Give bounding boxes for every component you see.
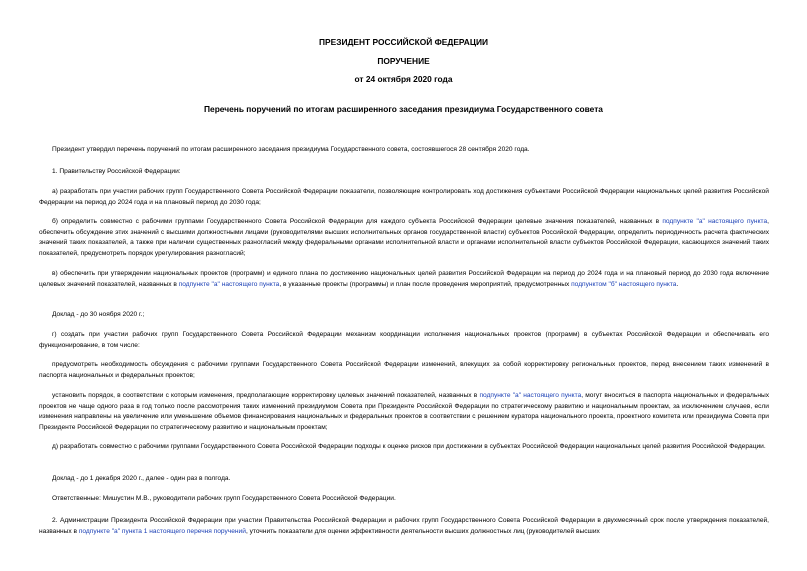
link-item-1-a[interactable]: подпункте "а" пункта 1 настоящего перечня поручений bbox=[78, 527, 246, 535]
link-subitem-a[interactable]: подпункте "а" настоящего пункта bbox=[662, 218, 768, 225]
responsible: Ответственные: Мишустин М.В., руководители рабочих групп Государственного Совета Российской Федерации. bbox=[52, 495, 396, 502]
item-1-g: г) создать при участии рабочих групп Государственного Совета Российской Федерации механизм координации исполнения национальных проектов (программ) в субъектах Российской Федерации и обеспечивать его функционирование, в том числе: bbox=[39, 331, 769, 349]
item-1: 1. Правительству Российской Федерации: bbox=[52, 168, 181, 175]
intro-paragraph: Президент утвердил перечень поручений по итогам расширенного заседания президиума Государственного совета, состоявшегося 28 сентября 2020 года. bbox=[52, 146, 530, 153]
issuer: ПРЕЗИДЕНТ РОССИЙСКОЙ ФЕДЕРАЦИИ bbox=[319, 37, 488, 47]
document-type: ПОРУЧЕНИЕ bbox=[377, 56, 430, 66]
deadline-1: Доклад - до 30 ноября 2020 г.; bbox=[52, 311, 145, 318]
document-title: Перечень поручений по итогам расширенного заседания президиума Государственного совета bbox=[204, 104, 603, 114]
item-1-a: а) разработать при участии рабочих групп Государственного Совета Российской Федерации показатели, позволяющие контролировать ход достижения субъектами Российской Федерации национальных целей развития Российской Федерации на период до 2024 года и на плановый период до 2030 года; bbox=[39, 188, 769, 206]
item-1-v: в) обеспечить при утверждении национальных проектов (программ) и единого плана по достижению национальных целей развития Российской Федерации на период до 2024 года и на плановый период до 2030 года включение целевых значений показателей, названных в подпункте "а" настоящего пункта, в указанные проекты (программы) и план после проведения мероприятий, предусмотренных подпунктом "б" настоящего пункта. bbox=[39, 270, 769, 288]
deadline-2: Доклад - до 1 декабря 2020 г., далее - один раз в полгода. bbox=[52, 475, 231, 482]
item-1-b: б) определить совместно с рабочими группами Государственного Совета Российской Федерации для каждого субъекта Российской Федерации целевые значения показателей, названных в подпункте "а" настоящего пункта, обеспечить обсуждение этих значений с высшими должностными лицами (руководителями высших исполнительных органов государственной власти) субъектов Российской Федерации, определить периодичность расчета фактических значений таких показателей, а также при наличии существенных разногласий между федеральными органами исполнительной власти и органами исполнительной власти субъектов Российской Федерации, касающихся значений таких показателей, предусмотреть порядок урегулирования разногласий; bbox=[39, 218, 769, 257]
item-2: 2. Администрации Президента Российской Федерации при участии Правительства Российской Федерации и рабочих групп Государственного Совета Российской Федерации в двухмесячный срок после утверждения показателей, названных в подпункте "а" пункта 1 настоящего перечня поручений, уточнить показатели для оценки эффективности деятельности высших должностных лиц (руководителей высших bbox=[39, 517, 769, 535]
item-1-g-1: предусмотреть необходимость обсуждения с рабочими группами Государственного Совета Российской Федерации изменений, влекущих за собой корректировку региональных проектов, перед внесением таких изменений в паспорта национальных и федеральных проектов; bbox=[39, 361, 769, 379]
link-subitem-a[interactable]: подпункте "а" настоящего пункта bbox=[178, 280, 280, 288]
document-date: от 24 октября 2020 года bbox=[354, 74, 453, 84]
link-subitem-a[interactable]: подпункте "а" настоящего пункта bbox=[479, 392, 582, 399]
item-1-g-2: установить порядок, в соответствии с которым изменения, предполагающие корректировку целевых значений показателей, названных в подпункте "а" настоящего пункта, могут вноситься в паспорта национальных и федеральных проектов не чаще одного раза в год только после рассмотрения таких изменений президиумом Совета при Президенте Российской Федерации по стратегическому развитию и национальным проектам, за исключением случаев, если изменения направлены на увеличение или уменьшение объемов финансирования национальных и федеральных проектов в соответствии с решением куратора национального проекта, проектного комитета или президиума Совета при Президенте Российской Федерации по стратегическому развитию и национальным проектам; bbox=[39, 392, 769, 431]
link-subitem-b[interactable]: подпунктом "б" настоящего пункта bbox=[571, 280, 677, 288]
item-1-d: д) разработать совместно с рабочими группами Государственного Совета Российской Федерации подходы к оценке рисков при достижении в субъектах Российской Федерации национальных целей развития Российской Федерации. bbox=[52, 443, 766, 450]
